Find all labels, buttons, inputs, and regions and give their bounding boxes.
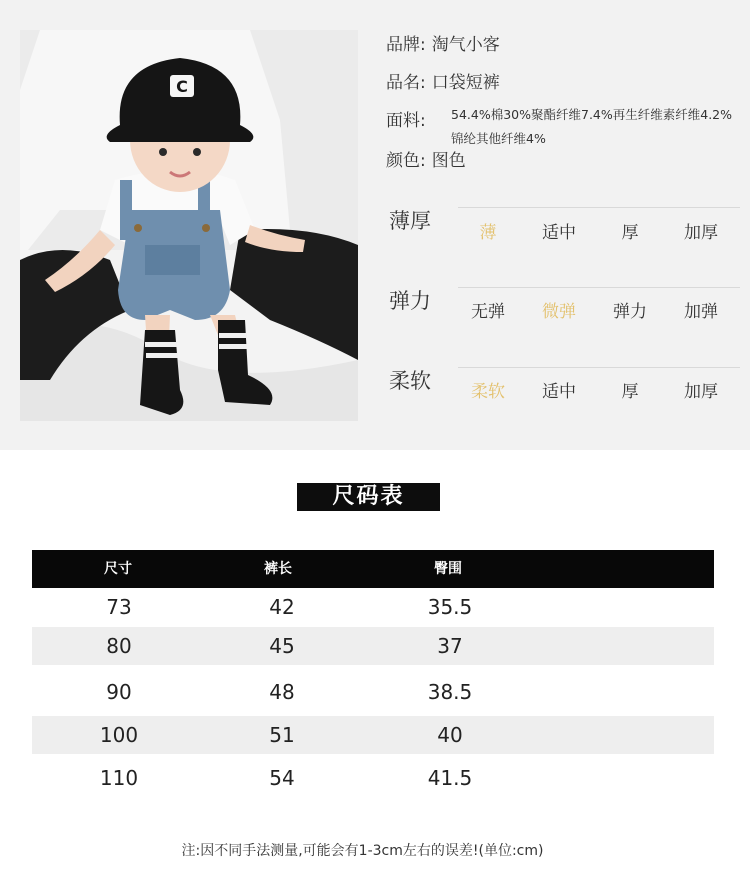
cell-hip: 37 bbox=[437, 634, 463, 658]
thickness-label: 薄厚 bbox=[389, 209, 431, 233]
cell-size: 110 bbox=[99, 766, 139, 790]
cell-size: 80 bbox=[106, 634, 132, 658]
cell-size: 73 bbox=[106, 595, 132, 619]
softness-option-extra-thick: 加厚 bbox=[684, 382, 718, 402]
color-value: 图色 bbox=[431, 151, 466, 171]
brand-value: 淘气小客 bbox=[431, 35, 500, 55]
header-length: 裤长 bbox=[264, 561, 292, 577]
elasticity-option-none: 无弹 bbox=[471, 302, 505, 322]
fabric-label: 面料: bbox=[386, 111, 426, 131]
table-row bbox=[32, 673, 714, 711]
brand-row bbox=[386, 30, 500, 55]
product-name-label: 品名: bbox=[386, 73, 426, 93]
header-size: 尺寸 bbox=[104, 561, 132, 577]
product-photo bbox=[20, 30, 358, 421]
elasticity-label: 弹力 bbox=[389, 289, 431, 313]
brand-label: 品牌: bbox=[386, 35, 426, 55]
thickness-option-thick: 厚 bbox=[621, 223, 639, 243]
table-row bbox=[32, 627, 714, 665]
fabric-value: 54.4%棉30%聚酯纤维7.4%再生纤维素纤维4.2%锦纶其他纤维4% bbox=[451, 107, 733, 146]
table-row bbox=[32, 759, 714, 797]
size-chart-title: 尺码表 bbox=[297, 483, 440, 511]
color-row bbox=[386, 146, 466, 171]
softness-divider bbox=[458, 367, 740, 368]
cell-length: 51 bbox=[269, 723, 295, 747]
measurement-note: 注:因不同手法测量,可能会有1-3cm左右的误差!(单位:cm) bbox=[181, 843, 544, 859]
softness-option-medium: 适中 bbox=[542, 382, 576, 402]
softness-label: 柔软 bbox=[389, 369, 431, 393]
table-row bbox=[32, 588, 714, 626]
elasticity-option-slight: 微弹 bbox=[542, 302, 576, 322]
product-name-value: 口袋短裤 bbox=[431, 73, 500, 93]
elasticity-option-high: 加弹 bbox=[684, 302, 718, 322]
fabric-row bbox=[386, 106, 426, 131]
color-label: 颜色: bbox=[386, 151, 426, 171]
cell-hip: 35.5 bbox=[427, 595, 473, 619]
elasticity-option-stretch: 弹力 bbox=[613, 302, 647, 322]
cell-hip: 40 bbox=[437, 723, 463, 747]
thickness-option-thin: 薄 bbox=[479, 223, 497, 243]
thickness-option-extra-thick: 加厚 bbox=[684, 223, 718, 243]
baby-model-illustration bbox=[20, 30, 358, 421]
svg-text:C: C bbox=[176, 77, 188, 96]
softness-option-thick: 厚 bbox=[621, 382, 639, 402]
cell-size: 100 bbox=[99, 723, 139, 747]
cell-length: 45 bbox=[269, 634, 295, 658]
table-row bbox=[32, 716, 714, 754]
cell-hip: 38.5 bbox=[427, 680, 473, 704]
cell-length: 42 bbox=[269, 595, 295, 619]
product-name-row bbox=[386, 68, 500, 93]
size-table-header bbox=[32, 550, 714, 588]
cell-size: 90 bbox=[106, 680, 132, 704]
header-hip: 臀围 bbox=[434, 561, 462, 577]
cell-length: 48 bbox=[269, 680, 295, 704]
elasticity-divider bbox=[458, 287, 740, 288]
cell-length: 54 bbox=[269, 766, 295, 790]
softness-option-soft: 柔软 bbox=[471, 382, 505, 402]
cell-hip: 41.5 bbox=[427, 766, 473, 790]
thickness-divider bbox=[458, 207, 740, 208]
thickness-option-medium: 适中 bbox=[542, 223, 576, 243]
